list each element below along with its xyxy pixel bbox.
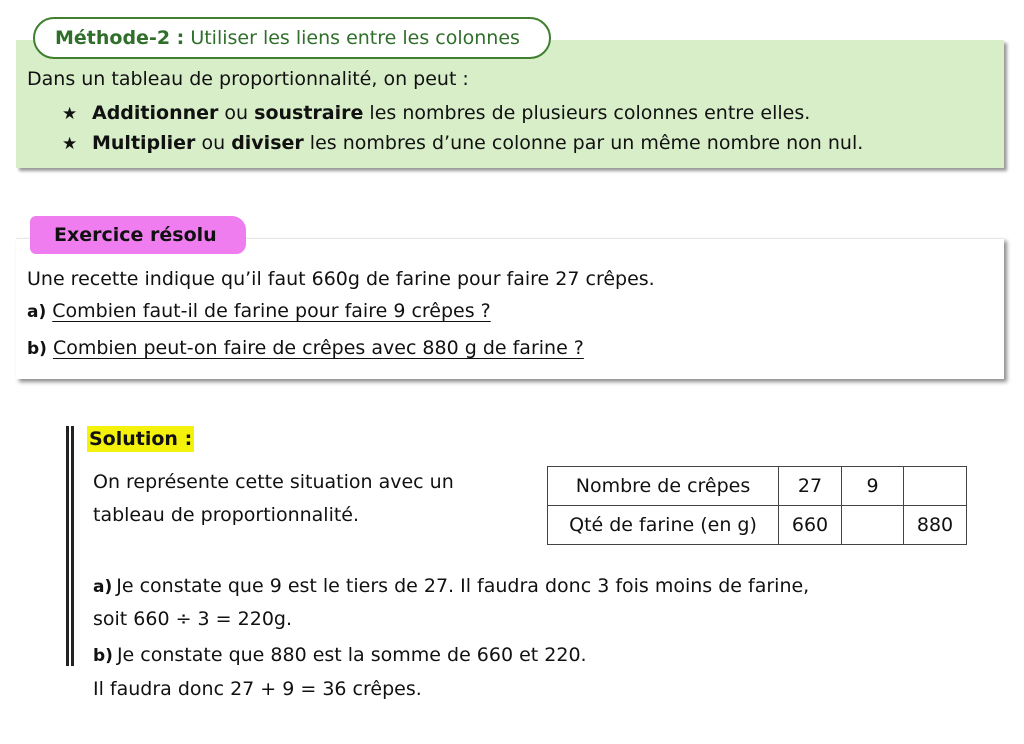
method-item-text: les nombres de plusieurs colonnes entre elles. bbox=[363, 102, 811, 124]
method-item bbox=[62, 102, 810, 124]
exercise-label: Exercice résolu bbox=[30, 216, 246, 254]
table-cell bbox=[904, 467, 967, 506]
table-cell: 27 bbox=[779, 467, 842, 506]
question-tag: b) bbox=[27, 339, 47, 359]
answer-a-line bbox=[93, 575, 809, 597]
exercise-question bbox=[27, 300, 491, 322]
method-item bbox=[62, 132, 863, 154]
method-item-keyword: Additionner bbox=[92, 102, 219, 124]
method-item-text: les nombres d’une colonne par un même nombre non nul. bbox=[303, 132, 864, 154]
solution-intro-line: On représente cette situation avec un bbox=[93, 471, 454, 493]
table-cell: 660 bbox=[779, 506, 842, 545]
star-icon: ★ bbox=[62, 104, 78, 124]
method-item-keyword: soustraire bbox=[254, 102, 364, 124]
table-cell: Nombre de crêpes bbox=[548, 467, 779, 506]
method-item-keyword: diviser bbox=[231, 132, 304, 154]
solution-label: Solution : bbox=[89, 428, 193, 450]
question-text: Combien faut-il de farine pour faire 9 crêpes ? bbox=[52, 300, 491, 322]
table-cell: Qté de farine (en g) bbox=[548, 506, 779, 545]
table-row bbox=[548, 506, 967, 545]
method-title-bold: Méthode-2 : bbox=[55, 27, 185, 49]
answer-b-line: Il faudra donc 27 + 9 = 36 crêpes. bbox=[93, 678, 422, 700]
answer-tag: a) bbox=[93, 577, 113, 597]
question-tag: a) bbox=[27, 302, 47, 322]
solution-margin-bar bbox=[66, 426, 74, 666]
table-cell: 880 bbox=[904, 506, 967, 545]
method-item-text: ou bbox=[195, 132, 232, 154]
method-intro: Dans un tableau de proportionnalité, on peut : bbox=[27, 68, 469, 90]
table-cell: 9 bbox=[842, 467, 904, 506]
exercise-question bbox=[27, 337, 584, 359]
answer-text: Je constate que 880 est la somme de 660 et 220. bbox=[116, 644, 587, 666]
answer-text: Je constate que 9 est le tiers de 27. Il faudra donc 3 fois moins de farine, bbox=[116, 575, 810, 597]
answer-a-line: soit 660 ÷ 3 = 220g. bbox=[93, 608, 293, 630]
solution-intro-line: tableau de proportionnalité. bbox=[93, 504, 360, 526]
table-row bbox=[548, 467, 967, 506]
method-item-keyword: Multiplier bbox=[92, 132, 196, 154]
method-title bbox=[33, 17, 551, 59]
star-icon: ★ bbox=[62, 134, 78, 154]
method-item-text: ou bbox=[218, 102, 255, 124]
proportionality-table bbox=[547, 466, 967, 545]
answer-b-line bbox=[93, 644, 587, 666]
exercise-statement: Une recette indique qu’il faut 660g de farine pour faire 27 crêpes. bbox=[27, 268, 655, 290]
method-title-text: Utiliser les liens entre les colonnes bbox=[190, 27, 520, 49]
question-text: Combien peut-on faire de crêpes avec 880 g de farine ? bbox=[52, 337, 584, 359]
table-cell bbox=[842, 506, 904, 545]
answer-tag: b) bbox=[93, 646, 113, 666]
